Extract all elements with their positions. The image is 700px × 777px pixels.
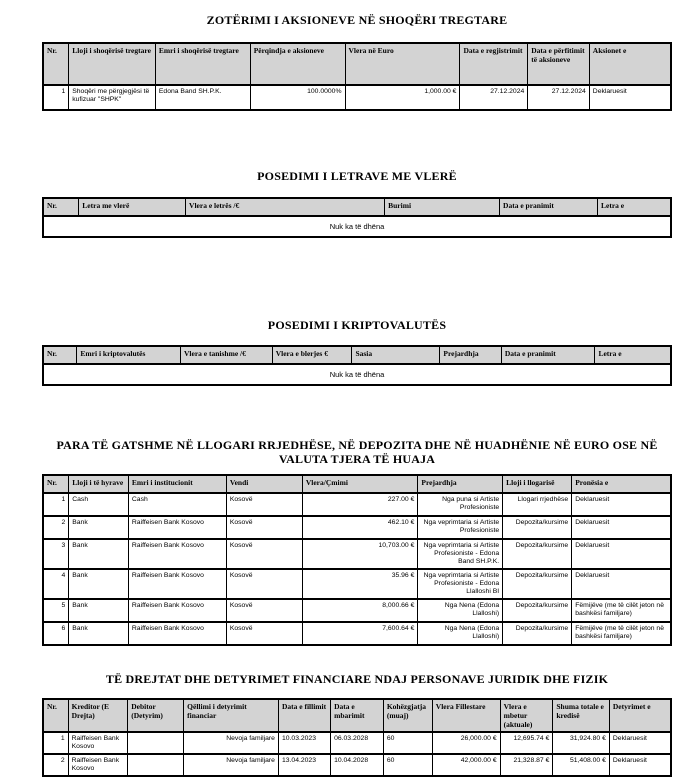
table-cell: Nga veprimtaria si Artiste Profesioniste: [418, 516, 503, 539]
column-header: Lloji i të hyrave: [69, 475, 129, 493]
header-row: [43, 475, 671, 493]
column-header: Vlera/Çmimi: [302, 475, 418, 493]
column-header: Shuma totale e kredisë: [553, 699, 610, 732]
table-cell: 27.12.2024: [528, 85, 590, 110]
table-cell: Fëmijëve (me të cilët jeton në bashkësi familjare): [572, 622, 671, 645]
table-cell: Bank: [69, 569, 129, 599]
shares-table: [42, 42, 672, 111]
column-header: Emri i shoqërisë tregtare: [155, 43, 250, 85]
table-cell: Kosovë: [226, 599, 302, 622]
table-cell: Raiffeisen Bank Kosovo: [68, 732, 128, 754]
table-cell: Fëmijëve (me të cilët jeton në bashkësi familjare): [572, 599, 671, 622]
column-header: Vlera e letrës /€: [186, 198, 385, 216]
column-header: Vlera e tanishme /€: [181, 346, 273, 364]
table-cell: 227.00 €: [302, 493, 418, 516]
table-cell: Raiffeisen Bank Kosovo: [128, 599, 226, 622]
table-cell: Nga Nena (Edona Llalloshi): [418, 599, 503, 622]
table-row: [43, 622, 671, 645]
table-cell: Cash: [128, 493, 226, 516]
table-cell: Llogari rrjedhëse: [503, 493, 572, 516]
column-header: Data e përfitimit të aksioneve: [528, 43, 590, 85]
column-header: Lloji i llogarisë: [503, 475, 572, 493]
table-cell: Nga veprimtaria si Artiste Profesioniste - Edona Band SH.P.K.: [418, 539, 503, 569]
table-cell: 1: [43, 732, 68, 754]
table-cell: Deklaruesit: [572, 516, 671, 539]
crypto-table: [42, 345, 672, 386]
column-header: Kohëzgjatja (muaj): [383, 699, 432, 732]
table-cell: Kosovë: [226, 516, 302, 539]
column-header: Nr.: [43, 475, 69, 493]
table-cell: Bank: [69, 599, 129, 622]
column-header: Lloji i shoqërisë tregtare: [69, 43, 156, 85]
table-cell: Deklaruesit: [572, 493, 671, 516]
table-cell: Bank: [69, 622, 129, 645]
table-cell: Depozita/kursime: [503, 516, 572, 539]
table-cell: Depozita/kursime: [503, 622, 572, 645]
table-cell: Nevoja familjare: [184, 754, 279, 776]
column-header: Vlera e blerjes €: [272, 346, 352, 364]
section-title: ZOTËRIMI I AKSIONEVE NË SHOQËRI TREGTARE: [206, 13, 508, 27]
table-cell: 100.0000%: [250, 85, 345, 110]
document-page: [42, 13, 672, 777]
table-cell: Edona Band SH.P.K.: [155, 85, 250, 110]
table-cell: 42,000.00 €: [432, 754, 500, 776]
table-cell: 60: [383, 754, 432, 776]
table-cell: Raiffeisen Bank Kosovo: [128, 516, 226, 539]
table-cell: 21,328.87 €: [500, 754, 553, 776]
column-header: Prejardhja: [418, 475, 503, 493]
column-header: Data e mbarimit: [331, 699, 384, 732]
column-header: Aksionet e: [589, 43, 671, 85]
column-header: Letra me vlerë: [79, 198, 186, 216]
table-cell: Bank: [69, 516, 129, 539]
table-cell: Nga veprimtaria si Artiste Profesioniste - Edona Llalloshi BI: [418, 569, 503, 599]
column-header: Vlera e mbetur (aktuale): [500, 699, 553, 732]
empty-row: [43, 364, 671, 385]
table-cell: 10.03.2023: [278, 732, 330, 754]
table-cell: Deklaruesit: [609, 754, 671, 776]
header-row: [43, 43, 671, 85]
empty-row: [43, 216, 671, 237]
table-cell: 26,000.00 €: [432, 732, 500, 754]
table-cell: 51,408.00 €: [553, 754, 610, 776]
table-row: [43, 516, 671, 539]
table-cell: Deklaruesit: [572, 539, 671, 569]
table-cell: Kosovë: [226, 539, 302, 569]
table-cell: Nga puna si Artiste Profesioniste: [418, 493, 503, 516]
column-header: Nr.: [43, 43, 69, 85]
section-title: PARA TË GATSHME NË LLOGARI RRJEDHËSE, NË DEPOZITA DHE NË HUADHËNIE NË EURO OSE NË VALUTA TJERA TË HUAJA: [56, 438, 658, 466]
column-header: Data e pranimit: [501, 346, 595, 364]
table-cell: Deklaruesit: [572, 569, 671, 599]
table-cell: Kosovë: [226, 569, 302, 599]
table-cell: Raiffeisen Bank Kosovo: [128, 569, 226, 599]
table-cell: 4: [43, 569, 69, 599]
column-header: Nr.: [43, 346, 77, 364]
table-row: [43, 569, 671, 599]
table-cell: 10,703.00 €: [302, 539, 418, 569]
column-header: Prejardhja: [440, 346, 502, 364]
cash-table: [42, 474, 672, 646]
table-cell: Kosovë: [226, 493, 302, 516]
column-header: Pronësia e: [572, 475, 671, 493]
section-crypto: [42, 318, 672, 386]
table-row: [43, 754, 671, 776]
header-row: [43, 346, 671, 364]
column-header: Qëllimi i detyrimit financiar: [184, 699, 279, 732]
table-cell: 3: [43, 539, 69, 569]
table-cell: Raiffeisen Bank Kosovo: [128, 622, 226, 645]
table-cell: 31,924.80 €: [553, 732, 610, 754]
table-cell: Bank: [69, 539, 129, 569]
column-header: Emri i institucionit: [128, 475, 226, 493]
table-cell: 1: [43, 85, 69, 110]
section-shares: [42, 13, 672, 111]
section-title: TË DREJTAT DHE DETYRIMET FINANCIARE NDAJ PERSONAVE JURIDIK DHE FIZIK: [105, 672, 609, 686]
header-row: [43, 198, 671, 216]
column-header: Emri i kriptovalutës: [77, 346, 181, 364]
column-header: Detyrimet e: [609, 699, 671, 732]
column-header: Letra e: [595, 346, 671, 364]
column-header: Data e pranimit: [500, 198, 598, 216]
table-cell: 1: [43, 493, 69, 516]
header-row: [43, 699, 671, 732]
table-cell: 60: [383, 732, 432, 754]
table-cell: Kosovë: [226, 622, 302, 645]
table-cell: Deklaruesit: [589, 85, 671, 110]
table-cell: Nevoja familjare: [184, 732, 279, 754]
table-cell: Depozita/kursime: [503, 599, 572, 622]
table-cell: Nga Nena (Edona Llalloshi): [418, 622, 503, 645]
table-cell: 35.96 €: [302, 569, 418, 599]
table-cell: 8,000.66 €: [302, 599, 418, 622]
table-row: [43, 599, 671, 622]
column-header: Data e fillimit: [278, 699, 330, 732]
table-row: [43, 85, 671, 110]
column-header: Nr.: [43, 198, 79, 216]
section-cash: [42, 438, 672, 646]
table-cell: 462.10 €: [302, 516, 418, 539]
column-header: Përqindja e aksioneve: [250, 43, 345, 85]
table-row: [43, 493, 671, 516]
securities-table: [42, 197, 672, 238]
table-cell: 1,000.00 €: [345, 85, 460, 110]
column-header: Burimi: [385, 198, 500, 216]
table-cell: [128, 732, 184, 754]
table-cell: Raiffeisen Bank Kosovo: [68, 754, 128, 776]
column-header: Vlera Fillestare: [432, 699, 500, 732]
table-cell: 7,600.64 €: [302, 622, 418, 645]
table-cell: Depozita/kursime: [503, 539, 572, 569]
column-header: Kreditor (E Drejta): [68, 699, 128, 732]
empty-message: Nuk ka të dhëna: [43, 364, 671, 385]
table-cell: [128, 754, 184, 776]
column-header: Vlera në Euro: [345, 43, 460, 85]
table-cell: 2: [43, 516, 69, 539]
table-cell: 5: [43, 599, 69, 622]
column-header: Sasia: [352, 346, 440, 364]
table-cell: 27.12.2024: [460, 85, 528, 110]
table-row: [43, 732, 671, 754]
section-securities: [42, 169, 672, 238]
table-cell: Cash: [69, 493, 129, 516]
table-cell: 13.04.2023: [278, 754, 330, 776]
column-header: Debitor (Detyrim): [128, 699, 184, 732]
table-cell: 12,695.74 €: [500, 732, 553, 754]
table-cell: Raiffeisen Bank Kosovo: [128, 539, 226, 569]
table-row: [43, 539, 671, 569]
column-header: Letra e: [597, 198, 671, 216]
column-header: Nr.: [43, 699, 68, 732]
empty-message: Nuk ka të dhëna: [43, 216, 671, 237]
table-cell: Depozita/kursime: [503, 569, 572, 599]
table-cell: 2: [43, 754, 68, 776]
table-cell: 6: [43, 622, 69, 645]
table-cell: Deklaruesit: [609, 732, 671, 754]
table-cell: 10.04.2028: [331, 754, 384, 776]
table-cell: 06.03.2028: [331, 732, 384, 754]
table-cell: Shoqëri me përgjegjësi të kufizuar "SHPK": [69, 85, 156, 110]
section-debts: [42, 672, 672, 777]
section-title: POSEDIMI I LETRAVE ME VLERË: [257, 169, 457, 183]
section-title: POSEDIMI I KRIPTOVALUTËS: [267, 318, 447, 332]
column-header: Vendi: [226, 475, 302, 493]
column-header: Data e regjistrimit: [460, 43, 528, 85]
debts-table: [42, 698, 672, 777]
